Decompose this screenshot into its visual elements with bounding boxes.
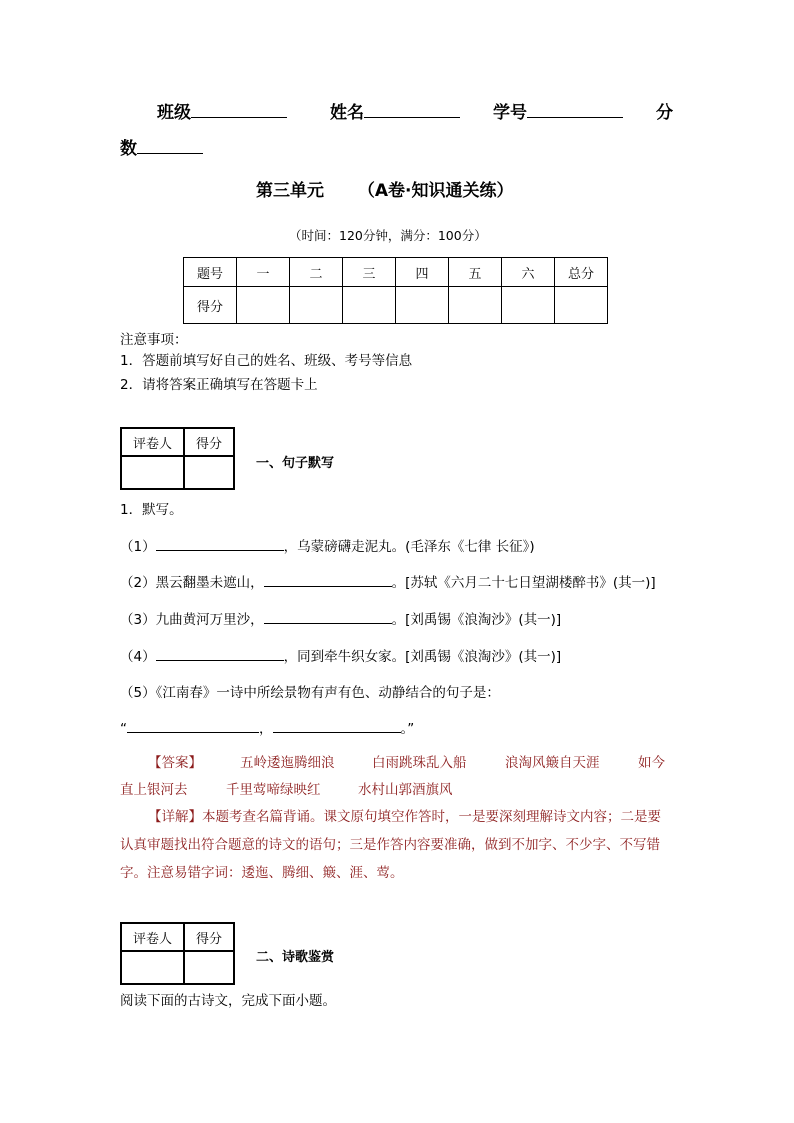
- detail-label: 【详解】: [148, 809, 202, 825]
- class-field: [157, 98, 287, 123]
- fill-line-prefix: （4）: [120, 649, 156, 665]
- name-label: 姓名: [330, 103, 364, 123]
- fill-line-suffix: 。[苏轼《六月二十七日望湖楼醉书》(其一)]: [391, 575, 656, 591]
- answer-item: 千里莺啼绿映红: [226, 782, 321, 798]
- section-title: 一、句子默写: [256, 456, 335, 471]
- fill-line-2: [120, 571, 656, 591]
- fill-line-3: [120, 608, 561, 628]
- fill-line-1: [120, 535, 535, 555]
- score-cell[interactable]: [449, 287, 502, 324]
- id-label: 学号: [493, 103, 527, 123]
- score-field: [120, 134, 203, 159]
- score-table-header: 二: [290, 258, 343, 287]
- grader-reviewer-cell[interactable]: [121, 951, 184, 984]
- answer-item: 如今: [638, 755, 665, 771]
- fill-line-4: [120, 645, 561, 665]
- answer-item: 五岭逶迤腾细浪: [240, 755, 335, 771]
- grader-box: [120, 922, 235, 985]
- id-blank[interactable]: [527, 99, 623, 118]
- class-label: 班级: [157, 103, 191, 123]
- answer-label: 【答案】: [148, 755, 202, 771]
- fill-line-comma: ，: [259, 721, 273, 737]
- score-label-part1: 分: [656, 103, 673, 123]
- grader-score-cell[interactable]: [184, 456, 234, 489]
- score-table-header: 三: [343, 258, 396, 287]
- grader-reviewer-cell[interactable]: [121, 456, 184, 489]
- score-table-header: 六: [502, 258, 555, 287]
- question-stem: 1．默写。: [120, 502, 183, 518]
- fill-line-quote: “: [120, 721, 127, 737]
- score-table: [183, 257, 608, 324]
- answer-item: 浪淘风簸自天涯: [505, 755, 600, 771]
- exam-info: （时间：120分钟，满分：100分）: [289, 228, 487, 243]
- detail-text: 本题考查名篇背诵。课文原句填空作答时，一是要深刻理解诗文内容；二是要: [202, 809, 661, 825]
- score-row-label: 得分: [184, 287, 237, 324]
- score-table-score-row: [184, 287, 608, 324]
- score-blank[interactable]: [137, 135, 203, 154]
- answer-blank[interactable]: [156, 646, 284, 661]
- class-blank[interactable]: [191, 99, 287, 118]
- fill-line-prefix: （1）: [120, 539, 156, 555]
- fill-line-quote: 。”: [400, 721, 415, 737]
- score-table-header: 题号: [184, 258, 237, 287]
- fill-line-5: （5）《江南春》一诗中所绘景物有声有色、动静结合的句子是：: [120, 685, 500, 701]
- fill-line-suffix: ，乌蒙磅礴走泥丸。(毛泽东《七律 长征》): [283, 539, 535, 555]
- grader-box: [120, 427, 235, 490]
- detail-line: 认真审题找出符合题意的诗文的语句；三是作答内容要准确，做到不加字、不少字、不写错: [120, 837, 660, 853]
- grader-reviewer-label: 评卷人: [121, 923, 184, 951]
- grader-score-label: 得分: [184, 923, 234, 951]
- answer-blank[interactable]: [273, 718, 401, 733]
- score-label-part2: 数: [120, 139, 137, 159]
- answer-blank[interactable]: [156, 536, 284, 551]
- grader-score-cell[interactable]: [184, 951, 234, 984]
- fill-line-prefix: （2）黑云翻墨未遮山，: [120, 575, 264, 591]
- title-main: 第三单元: [256, 181, 324, 201]
- score-cell[interactable]: [237, 287, 290, 324]
- notes-item: 2．请将答案正确填写在答题卡上: [120, 377, 318, 393]
- score-cell[interactable]: [502, 287, 555, 324]
- score-table-header: 一: [237, 258, 290, 287]
- title-sub: （A卷·知识通关练）: [357, 181, 514, 201]
- name-blank[interactable]: [364, 99, 460, 118]
- fill-line-suffix: ，同到牵牛织女家。[刘禹锡《浪淘沙》(其一)]: [283, 649, 562, 665]
- page-title: [256, 176, 513, 201]
- score-table-header: 总分: [555, 258, 608, 287]
- answer-item: 直上银河去: [120, 782, 188, 798]
- score-table-header: 五: [449, 258, 502, 287]
- answer-blank[interactable]: [264, 572, 392, 587]
- grader-reviewer-label: 评卷人: [121, 428, 184, 456]
- grader-score-label: 得分: [184, 428, 234, 456]
- fill-line-suffix: 。[刘禹锡《浪淘沙》(其一)]: [391, 612, 562, 628]
- name-field: [330, 98, 460, 123]
- detail-line: 字。注意易错字词：逶迤、腾细、簸、涯、莺。: [120, 865, 404, 881]
- score-cell[interactable]: [396, 287, 449, 324]
- answer-item: 水村山郭酒旗风: [358, 782, 453, 798]
- score-cell[interactable]: [555, 287, 608, 324]
- section-instruction: 阅读下面的古诗文，完成下面小题。: [120, 993, 336, 1009]
- answer-blank[interactable]: [264, 609, 392, 624]
- score-cell[interactable]: [290, 287, 343, 324]
- fill-line-prefix: （3）九曲黄河万里沙，: [120, 612, 264, 628]
- score-table-header-row: [184, 258, 608, 287]
- score-table-header: 四: [396, 258, 449, 287]
- notes-heading: 注意事项：: [120, 332, 188, 348]
- notes-item: 1．答题前填写好自己的姓名、班级、考号等信息: [120, 353, 413, 369]
- fill-line-6: [120, 717, 414, 737]
- answer-item: 白雨跳珠乱入船: [372, 755, 467, 771]
- score-cell[interactable]: [343, 287, 396, 324]
- detail-line: [148, 805, 661, 825]
- section-title: 二、诗歌鉴赏: [256, 950, 335, 965]
- id-field: [493, 98, 623, 123]
- answer-blank[interactable]: [127, 718, 259, 733]
